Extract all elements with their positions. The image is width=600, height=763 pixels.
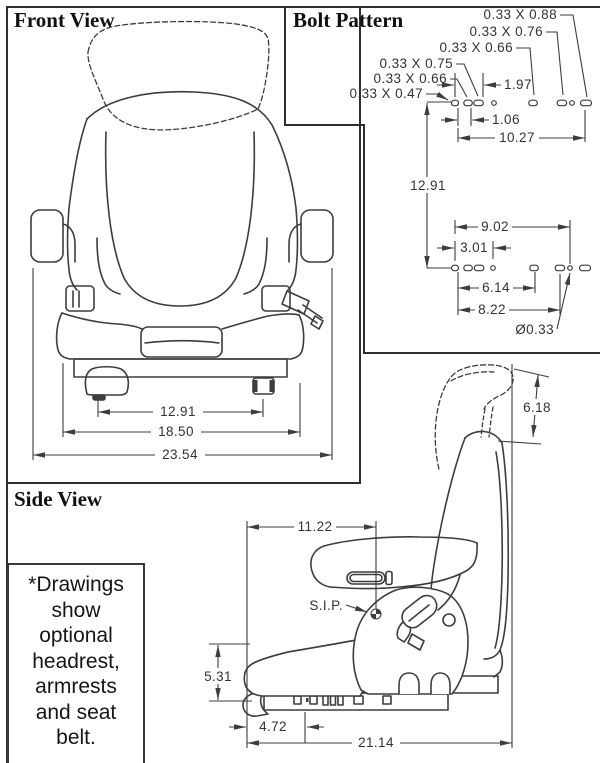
note-line: headrest, <box>32 649 120 673</box>
bolt-slot-label: 0.33 X 0.75 <box>379 56 453 71</box>
side-headrest-outline <box>435 365 513 469</box>
side-armrest-left-end <box>311 546 330 587</box>
side-view-title: Side View <box>14 487 103 511</box>
side-dim-base-front: 4.72 <box>259 719 287 734</box>
bolt-hole <box>492 101 497 106</box>
bolt-dim-slot-gap-b: 1.06 <box>492 112 520 127</box>
side-armrest-top <box>324 537 477 546</box>
bolt-slot <box>464 100 473 106</box>
note-line: armrests <box>35 675 117 698</box>
bolt-slot <box>452 100 459 106</box>
front-dim-mid-width: 18.50 <box>158 424 194 439</box>
bolt-slot <box>464 265 473 271</box>
side-rail-slot <box>310 696 317 704</box>
bolt-slot <box>474 100 484 106</box>
front-right-armrest-support <box>289 224 301 262</box>
side-rail-slot <box>294 696 301 704</box>
bolt-slot <box>529 100 538 106</box>
bolt-hole <box>491 266 496 271</box>
bolt-slot-label: 0.33 X 0.47 <box>349 86 423 101</box>
side-rail-slot <box>383 696 391 704</box>
front-cushion-right-edge <box>291 315 304 359</box>
front-right-bracket <box>262 286 290 311</box>
side-rail-dot <box>306 698 309 702</box>
front-cushion-center-seam <box>145 341 219 343</box>
front-right-armrest <box>301 210 333 262</box>
side-dim-headrest-height: 6.18 <box>523 400 551 415</box>
note-line: belt. <box>56 726 96 749</box>
note-line: *Drawings <box>28 573 124 596</box>
side-rail-slot <box>354 696 363 704</box>
side-backrest-seam <box>495 452 502 648</box>
note-line: and seat <box>35 700 117 724</box>
bolt-dim-bottom-offset: 3.01 <box>460 240 488 255</box>
bolt-slot-label: 0.33 X 0.76 <box>469 24 543 39</box>
bolt-slot <box>581 100 592 106</box>
bolt-dim-bottom-width-a: 9.02 <box>481 219 509 234</box>
front-dim-base-width: 12.91 <box>160 404 196 419</box>
note-line: optional <box>39 624 113 647</box>
side-dim-seat-height: 5.31 <box>204 669 232 684</box>
front-left-foot <box>85 367 128 395</box>
bolt-slot <box>557 100 567 106</box>
side-view-drawing <box>243 365 513 716</box>
side-armrest-slot-inner <box>350 575 382 582</box>
side-dim-overall-depth: 21.14 <box>358 735 394 750</box>
bolt-dim-top-row-width: 10.27 <box>499 130 535 145</box>
front-backrest-top <box>87 92 272 125</box>
front-backrest-right <box>272 125 298 290</box>
front-dim-overall-width: 23.54 <box>162 447 198 462</box>
bolt-dim-bottom-width-c: 8.22 <box>478 302 506 317</box>
front-backrest-neck-right <box>244 238 267 294</box>
front-cushion-top-left <box>62 313 142 329</box>
front-right-roller-cap <box>254 380 258 392</box>
front-view-drawing <box>31 22 333 400</box>
sip-label: S.I.P. <box>309 598 343 613</box>
front-cushion-top-right <box>222 314 299 329</box>
front-backrest-left <box>68 119 88 290</box>
bolt-dim-row-spacing: 12.91 <box>410 178 446 193</box>
side-backrest-rear <box>484 443 508 659</box>
side-headrest-front-edge <box>451 372 494 381</box>
bolt-pattern-title: Bolt Pattern <box>293 8 404 32</box>
bolt-dim-hole-diameter: Ø0.33 <box>515 322 554 337</box>
bolt-dim-slot-gap-a: 1.97 <box>504 77 532 92</box>
front-left-armrest-support <box>63 224 75 262</box>
bolt-slot <box>474 265 484 271</box>
options-note-box <box>7 563 145 763</box>
front-right-roller-cap <box>270 380 274 392</box>
bolt-hole <box>570 101 575 106</box>
bolt-slot <box>452 265 459 271</box>
bolt-slot <box>530 265 539 271</box>
sip-symbol <box>371 609 381 619</box>
note-line: show <box>51 598 101 622</box>
front-headrest-outline <box>88 22 269 130</box>
side-plate-notch <box>431 673 450 694</box>
front-base <box>74 359 287 377</box>
side-plate-notch <box>399 673 419 694</box>
bolt-slot-label: 0.33 X 0.66 <box>373 71 447 86</box>
front-left-foot-nub <box>93 395 105 400</box>
front-left-armrest <box>31 210 63 262</box>
front-backrest-seam <box>106 132 255 306</box>
front-cushion-left-edge <box>57 313 70 359</box>
bolt-slot-label: 0.33 X 0.88 <box>483 7 557 22</box>
side-armrest-slot-bar <box>386 572 392 585</box>
side-dim-sip-setback: 11.22 <box>297 519 333 534</box>
bolt-dim-bottom-width-b: 6.14 <box>482 280 510 295</box>
front-view-title: Front View <box>14 8 115 32</box>
bolt-slot <box>580 265 591 271</box>
front-backrest-neck-left <box>97 238 120 294</box>
bolt-pattern-dimensions <box>405 73 585 337</box>
side-backrest-top <box>465 431 502 443</box>
bolt-slot-label: 0.33 X 0.66 <box>439 40 513 55</box>
bolt-hole <box>568 266 573 271</box>
bolt-slot <box>555 265 565 271</box>
front-left-bracket <box>66 286 94 311</box>
